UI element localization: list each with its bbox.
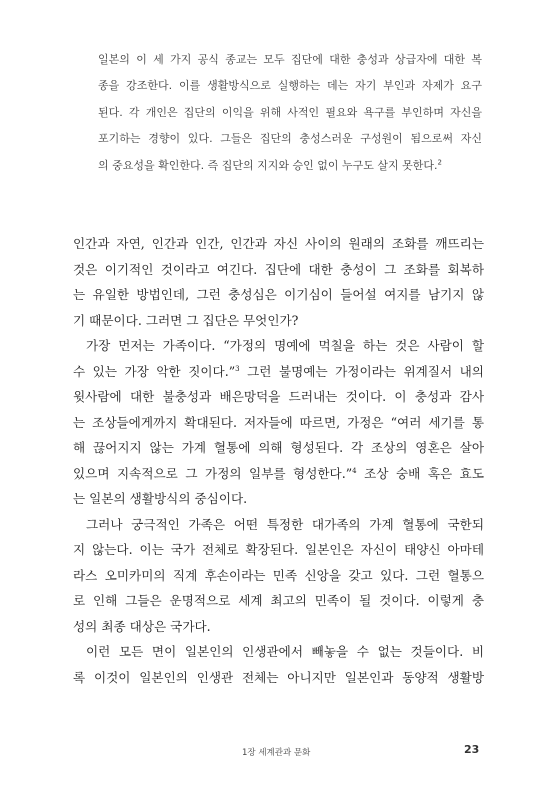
body-text-segment: 조상 숭배 혹은 효도 (356, 465, 484, 481)
paragraph-3 (73, 512, 484, 640)
footnote-marker-2: 2 (437, 157, 442, 166)
body-line: 가장 먼저는 가족이다. “가정의 명예에 먹칠을 하는 것은 사람이 할 (86, 338, 484, 353)
body-line: 지 않는다. 이는 국가 전체로 확장된다. 일본인은 자신이 태양신 아마테 (73, 542, 484, 557)
body-line (73, 461, 484, 487)
running-footer: 1장 세계관과 문화 (242, 748, 311, 758)
quote-line: 된다. 각 개인은 집단의 이익을 위해 사적인 필요와 욕구를 부인하며 자신을 (98, 105, 482, 119)
quote-line: 일본의 이 세 가지 공식 종교는 모두 집단에 대한 충성과 상급자에 대한 복 (98, 53, 482, 66)
quote-line: 포기하는 경향이 있다. 그들은 집단의 충성스러운 구성원이 됨으로써 자신 (98, 132, 482, 146)
body-line: 는 일본의 생활방식의 중심이다. (73, 491, 248, 506)
body-line: 기 때문이다. 그러면 그 집단은 무엇인가? (73, 312, 299, 328)
body-line (73, 359, 484, 385)
body-line: 는 조상들에게까지 확대된다. 저자들에 따르면, 가정은 “여러 세기를 통 (73, 414, 484, 430)
body-text-segment: 수 있는 가장 악한 짓이다.” (73, 363, 236, 379)
body-line: 는 유일한 방법인데, 그런 충성심은 이기심이 들어설 여지를 남기지 않 (73, 287, 484, 302)
body-line: 록 이것이 일본인의 인생관 전체는 아니지만 일본인과 동양적 생활방 (73, 669, 484, 685)
body-line: 것은 이기적인 것이라고 여긴다. 집단에 대한 충성이 그 조화를 회복하 (73, 261, 484, 277)
footnote-marker-3: 3 (235, 364, 240, 373)
body-line: 성의 최종 대상은 국가다. (73, 618, 211, 634)
body-line: 로 인해 그들은 운명적으로 세계 최고의 민족이 될 것이다. 이렇게 충 (73, 593, 484, 608)
body-line: 그러나 궁극적인 가족은 어떤 특정한 대가족의 가계 혈통에 국한되 (86, 516, 484, 532)
body-text-segment: 그런 불명예는 가정이라는 위계질서 내의 (239, 363, 484, 379)
body-line: 이런 모든 면이 일본인의 인생관에서 빼놓을 수 없는 것들이다. 비 (86, 644, 484, 659)
footnote-marker-4: 4 (352, 466, 357, 475)
body-text (73, 231, 484, 690)
paragraph-1 (73, 231, 484, 333)
body-line: 윗사람에 대한 불충성과 배은망덕을 드러내는 것이다. 이 충성과 감사 (73, 389, 484, 404)
page-number: 23 (464, 743, 480, 756)
paragraph-2 (73, 333, 484, 512)
body-line: 인간과 자연, 인간과 인간, 인간과 자신 사이의 원래의 조화를 깨뜨리는 (73, 236, 484, 251)
body-line: 라스 오미카미의 직계 후손이라는 민족 신앙을 갖고 있다. 그런 혈통으 (73, 567, 484, 583)
body-text-segment: 있으며 지속적으로 그 가정의 일부를 형성한다.” (73, 465, 353, 481)
quote-line: 종을 강조한다. 이를 생활방식으로 실행하는 데는 자기 부인과 자제가 요구 (98, 79, 482, 93)
quote-line-text: 의 중요성을 확인한다. 즉 집단의 지지와 승인 없이 누구도 살지 못한다. (98, 158, 438, 172)
paragraph-4 (73, 639, 484, 690)
block-quote (98, 47, 482, 179)
body-line: 해 끊어지지 않는 가계 혈통에 의해 형성된다. 각 조상의 영혼은 살아 (73, 440, 484, 455)
quote-line-last (98, 153, 482, 179)
